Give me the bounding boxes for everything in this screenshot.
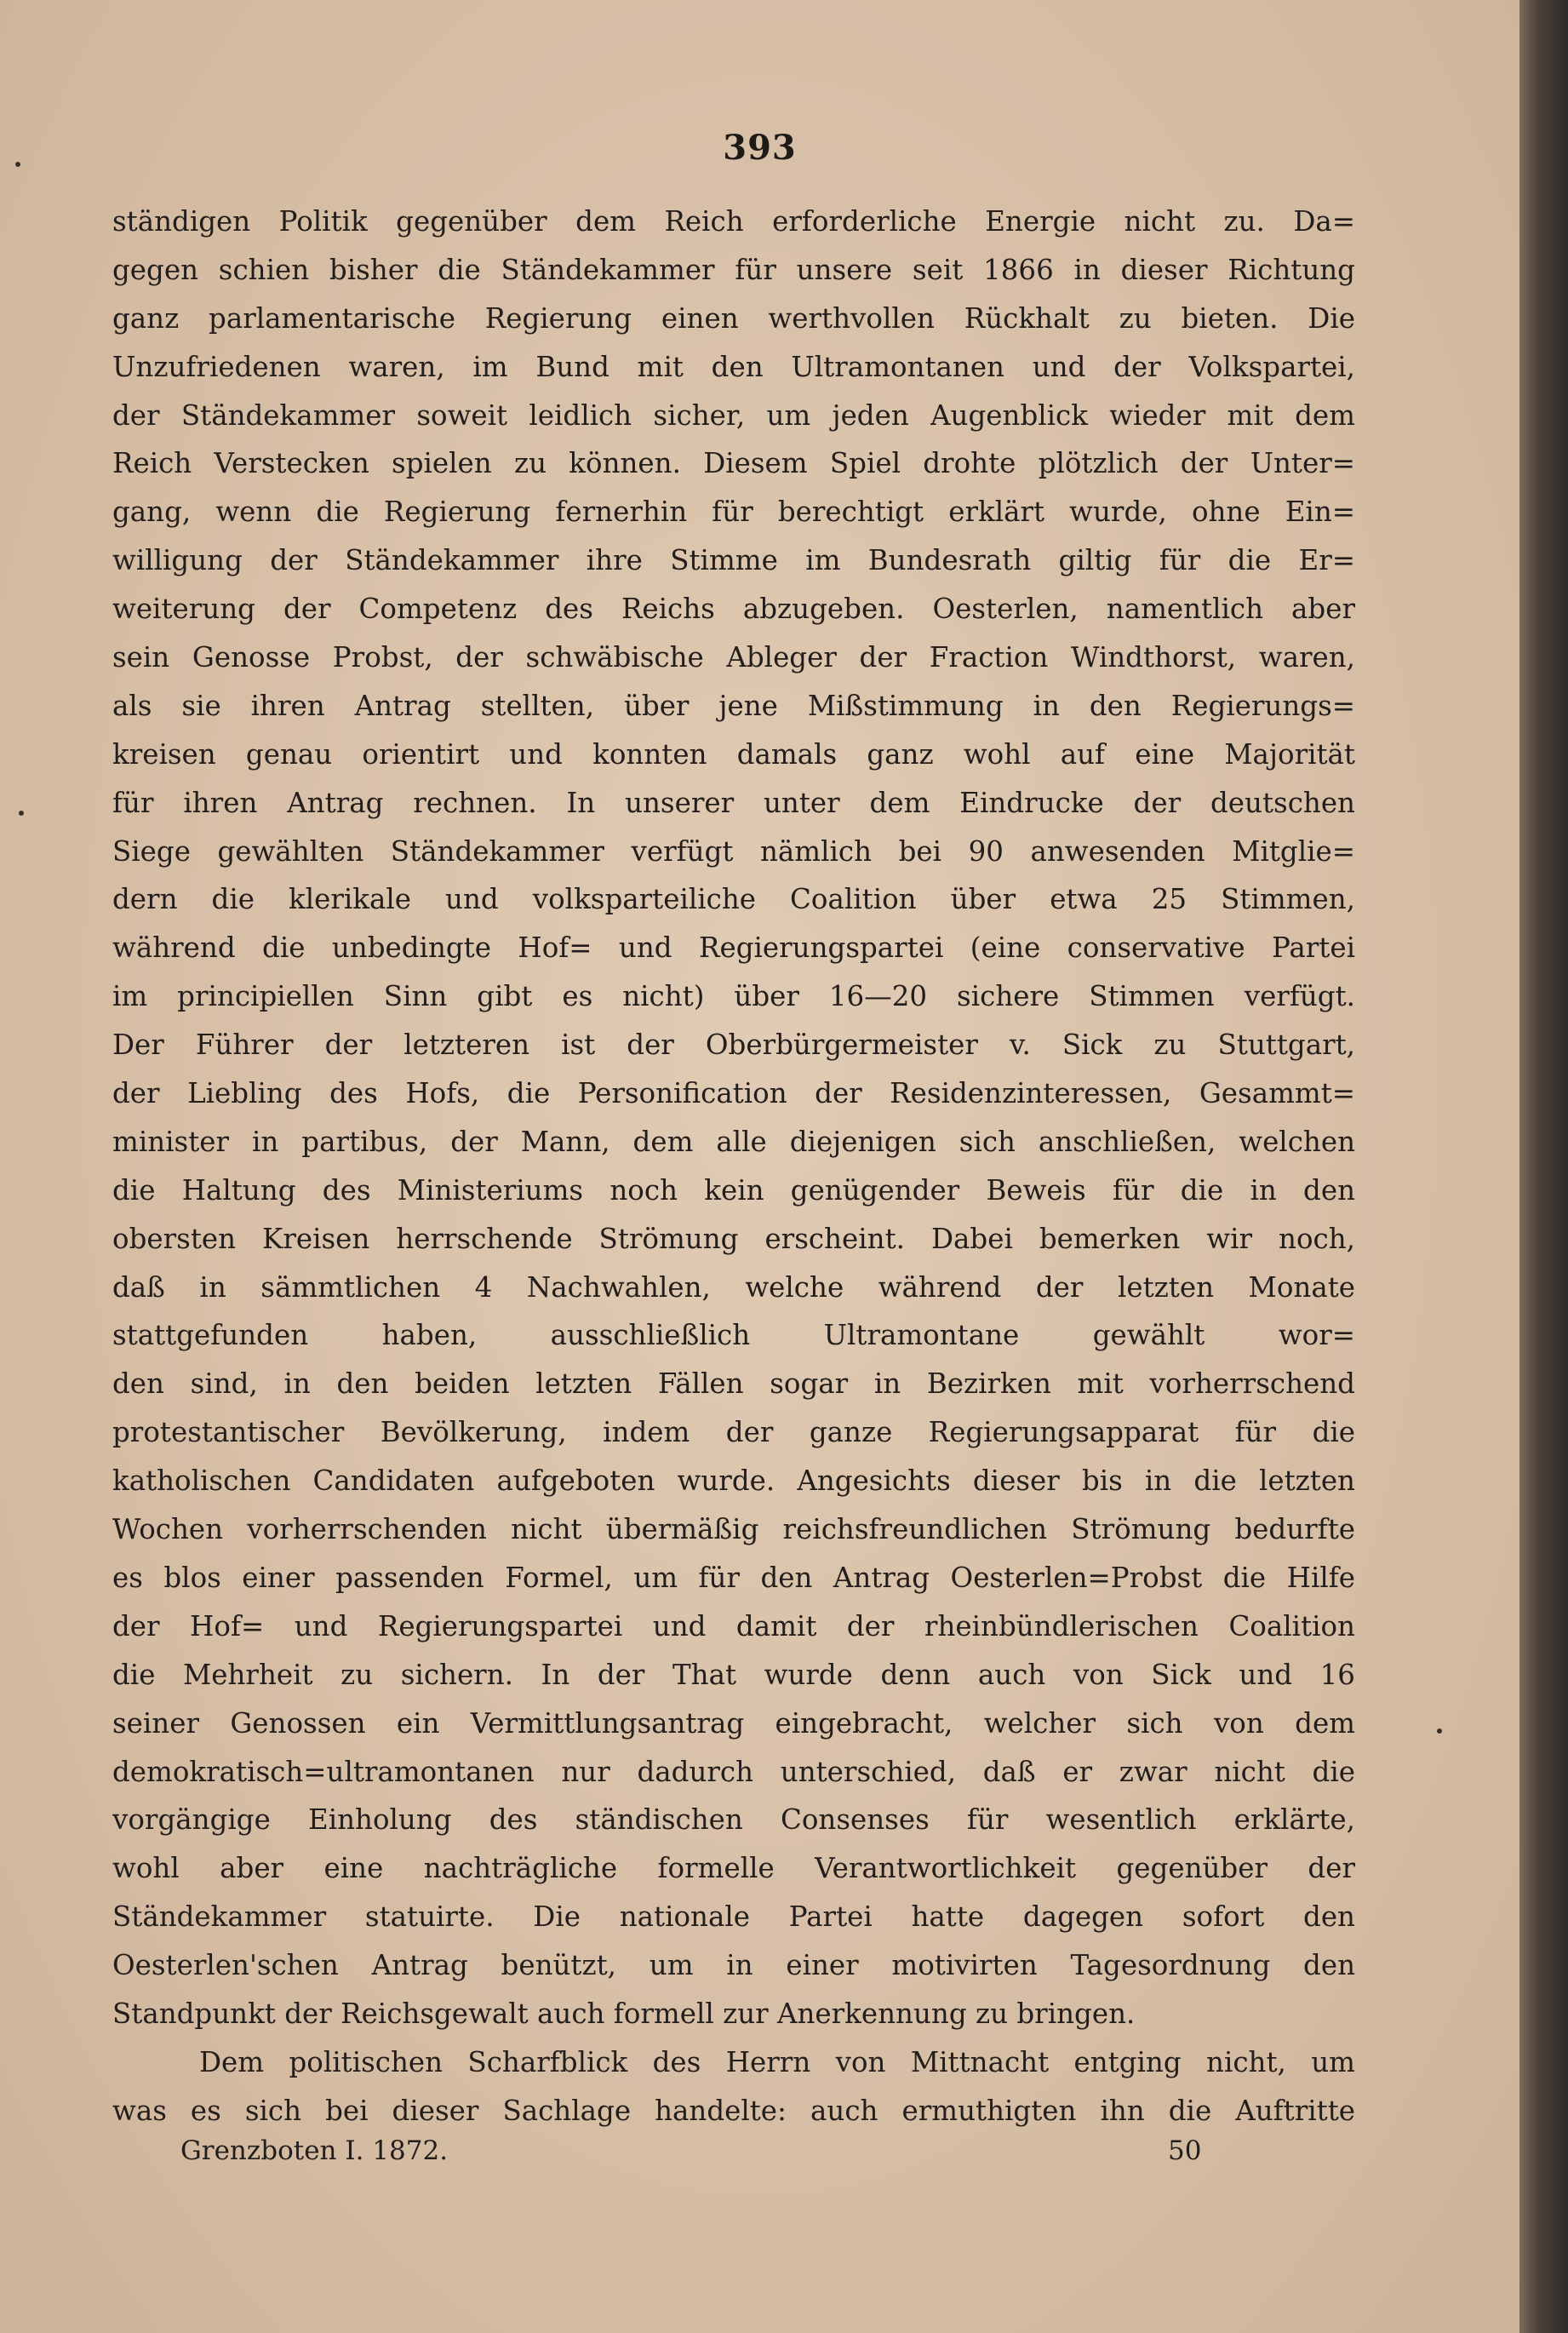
text-line: weiterung der Competenz des Reichs abzugeben. Oesterlen, namentlich aber: [112, 593, 1355, 626]
text-line: dern die klerikale und volksparteiliche Coalition über etwa 25 Stimmen,: [112, 883, 1355, 916]
page-footer: [180, 2135, 1202, 2178]
text-line: die Haltung des Ministeriums noch kein genügender Beweis für die in den: [112, 1173, 1355, 1207]
text-line: als sie ihren Antrag stellten, über jene Mißstimmung in den Regierungs=: [112, 689, 1355, 722]
margin-speck: [1437, 1728, 1442, 1734]
text-line: Siege gewählten Ständekammer verfügt nämlich bei 90 anwesenden Mitglie=: [112, 834, 1355, 868]
signature-number: 50: [1168, 2135, 1202, 2166]
text-line: vorgängige Einholung des ständischen Consenses für wesentlich erklärte,: [112, 1803, 1355, 1837]
text-line: willigung der Ständekammer ihre Stimme im Bundesrath giltig für die Er=: [112, 544, 1355, 577]
text-line: Wochen vorherrschenden nicht übermäßig reichsfreundlichen Strömung bedurfte: [112, 1513, 1355, 1546]
text-line: Der Führer der letzteren ist der Oberbürgermeister v. Sick zu Stuttgart,: [112, 1029, 1355, 1062]
text-line: im principiellen Sinn gibt es nicht) über 16—20 sichere Stimmen verfügt.: [112, 980, 1355, 1013]
text-line: demokratisch=ultramontanen nur dadurch unterschied, daß er zwar nicht die: [112, 1755, 1355, 1788]
text-line: ständigen Politik gegenüber dem Reich erforderliche Energie nicht zu. Da=: [112, 205, 1355, 238]
text-line: protestantischer Bevölkerung, indem der ganze Regierungsapparat für die: [112, 1416, 1355, 1449]
text-line: wohl aber eine nachträgliche formelle Verantwortlichkeit gegenüber der: [112, 1852, 1355, 1885]
text-line: sein Genosse Probst, der schwäbische Ableger der Fraction Windthorst, waren,: [112, 641, 1355, 674]
journal-footer: Grenzboten I. 1872.: [180, 2135, 449, 2166]
text-line: es blos einer passenden Formel, um für den Antrag Oesterlen=Probst die Hilfe: [112, 1561, 1355, 1594]
text-line: den sind, in den beiden letzten Fällen sogar in Bezirken mit vorherrschend: [112, 1367, 1355, 1401]
text-line: stattgefunden haben, ausschließlich Ultramontane gewählt wor=: [112, 1319, 1355, 1352]
text-line: ganz parlamentarische Regierung einen werthvollen Rückhalt zu bieten. Die: [112, 301, 1355, 335]
body-text: [112, 198, 1355, 2135]
page-number: 393: [723, 128, 797, 168]
text-line: für ihren Antrag rechnen. In unserer unter dem Eindrucke der deutschen: [112, 786, 1355, 819]
text-line: obersten Kreisen herrschende Strömung erscheint. Dabei bemerken wir noch,: [112, 1222, 1355, 1255]
page-edge-shadow: [1519, 0, 1568, 2333]
text-line: Ständekammer statuirte. Die nationale Partei hatte dagegen sofort den: [112, 1900, 1355, 1934]
text-line: gang, wenn die Regierung fernerhin für berechtigt erklärt wurde, ohne Ein=: [112, 496, 1355, 529]
text-line: der Hof= und Regierungspartei und damit der rheinbündlerischen Coalition: [112, 1609, 1355, 1642]
text-line: Standpunkt der Reichsgewalt auch formell zur Anerkennung zu bringen.: [112, 1997, 1136, 2030]
text-line-indented: Dem politischen Scharfblick des Herrn von Mittnacht entging nicht, um: [199, 2045, 1355, 2078]
text-line: während die unbedingte Hof= und Regierungspartei (eine conservative Partei: [112, 931, 1355, 965]
text-line: die Mehrheit zu sichern. In der That wurde denn auch von Sick und 16: [112, 1658, 1355, 1691]
text-line: Unzufriedenen waren, im Bund mit den Ultramontanen und der Volkspartei,: [112, 350, 1355, 383]
text-line: gegen schien bisher die Ständekammer für unsere seit 1866 in dieser Richtung: [112, 253, 1355, 286]
text-line: was es sich bei dieser Sachlage handelte: auch ermuthigten ihn die Auftritte: [112, 2094, 1355, 2127]
margin-speck: [19, 811, 24, 816]
text-line: minister in partibus, der Mann, dem alle diejenigen sich anschließen, welchen: [112, 1125, 1355, 1158]
text-line: der Liebling des Hofs, die Personification der Residenzinteressen, Gesammt=: [112, 1077, 1355, 1110]
text-line: Reich Verstecken spielen zu können. Diesem Spiel drohte plötzlich der Unter=: [112, 447, 1355, 480]
text-line: daß in sämmtlichen 4 Nachwahlen, welche während der letzten Monate: [112, 1270, 1355, 1304]
text-line: Oesterlen'schen Antrag benützt, um in einer motivirten Tagesordnung den: [112, 1949, 1355, 1982]
text-line: seiner Genossen ein Vermittlungsantrag eingebracht, welcher sich von dem: [112, 1706, 1355, 1740]
margin-speck: [15, 162, 20, 167]
text-line: der Ständekammer soweit leidlich sicher, um jeden Augenblick wieder mit dem: [112, 398, 1355, 432]
text-line: katholischen Candidaten aufgeboten wurde. Angesichts dieser bis in die letzten: [112, 1465, 1355, 1498]
text-line: kreisen genau orientirt und konnten damals ganz wohl auf eine Majorität: [112, 737, 1355, 771]
